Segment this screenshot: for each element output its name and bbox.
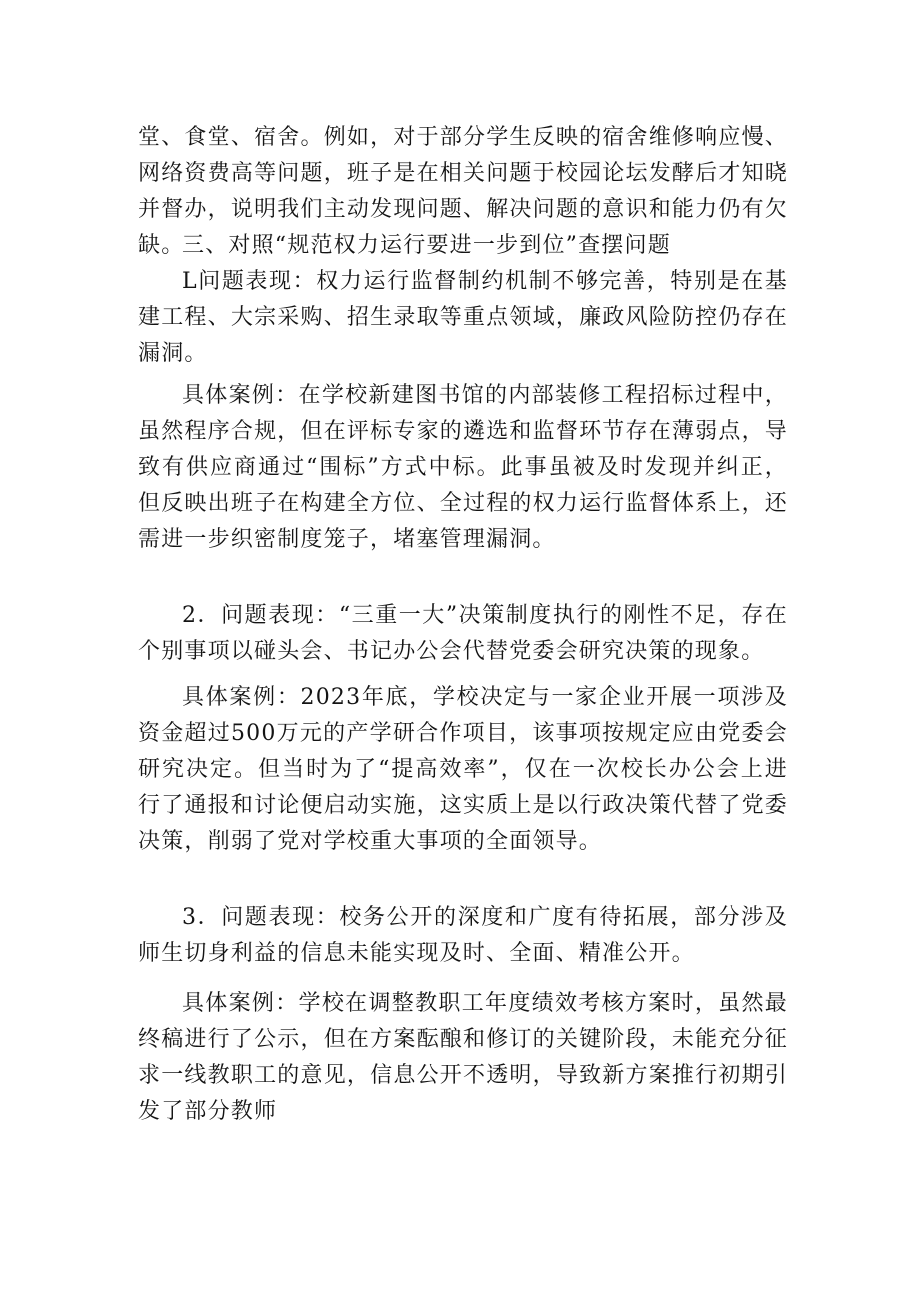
paragraph-case-3: 具体案例：学校在调整教职工年度绩效考核方案时，虽然最终稿进行了公示，但在方案酝酿和修订的关键阶段，未能充分征求一线教职工的意见，信息公开不透明，导致新方案推行初期引发了部分教师 bbox=[138, 991, 788, 1124]
paragraph-case-2: 具体案例：2023年底，学校决定与一家企业开展一项涉及资金超过500万元的产学研合作项目，该事项按规定应由党委会研究决定。但当时为了“提高效率”，仅在一次校长办公会上进行了通报和讨论便启动实施，这实质上是以行政决策代替了党委决策，削弱了党对学校重大事项的全面领导。 bbox=[138, 685, 788, 854]
section-heading-3: 三、对照“规范权力运行要进一步到位”查摆问题 bbox=[182, 233, 671, 258]
paragraph-issue-3: 3．问题表现：校务公开的深度和广度有待拓展，部分涉及师生切身利益的信息未能实现及时、全面、精准公开。 bbox=[138, 905, 788, 966]
paragraph-continued: 堂、食堂、宿舍。例如，对于部分学生反映的宿舍维修响应慢、网络资费高等问题，班子是在相关问题于校园论坛发酵后才知晓并督办，说明我们主动发现问题、解决问题的意识和能力仍有欠缺。 bbox=[138, 125, 788, 258]
paragraph-case-1: 具体案例：在学校新建图书馆的内部装修工程招标过程中，虽然程序合规，但在评标专家的遴选和监督环节存在薄弱点，导致有供应商通过“围标”方式中标。此事虽被及时发现并纠正，但反映出班子在构建全方位、全过程的权力运行监督体系上，还需进一步织密制度笼子，堵塞管理漏洞。 bbox=[138, 383, 788, 552]
paragraph-issue-2: 2．问题表现：“三重一大”决策制度执行的刚性不足，存在个别事项以碰头会、书记办公会代替党委会研究决策的现象。 bbox=[138, 603, 788, 664]
paragraph-issue-1: L问题表现：权力运行监督制约机制不够完善，特别是在基建工程、大宗采购、招生录取等重点领域，廉政风险防控仍存在漏洞。 bbox=[138, 269, 788, 366]
